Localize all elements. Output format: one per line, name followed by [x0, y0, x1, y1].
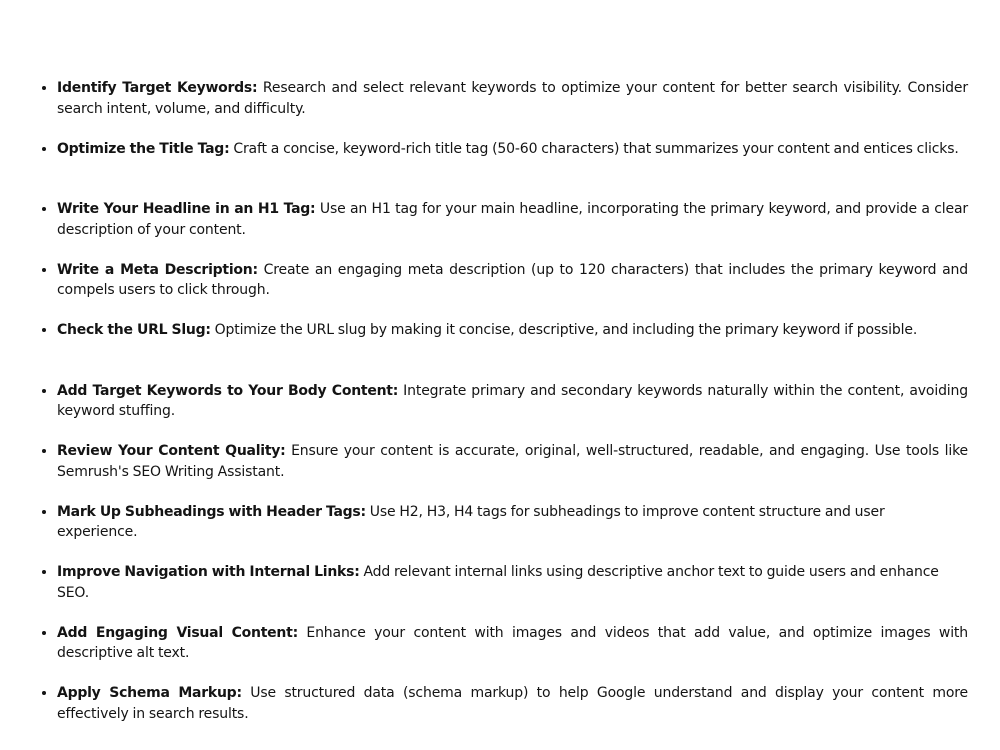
bullet-icon — [42, 510, 46, 514]
list-item — [40, 78, 968, 119]
item-body: Research and select relevant keywords to optimize your content for better search visibility. Consider search intent, volume, and difficulty. — [57, 80, 968, 117]
item-title: Mark Up Subheadings with Header Tags: — [57, 503, 366, 520]
item-body: Add relevant internal links using descriptive anchor text to guide users and enhance SEO. — [57, 564, 939, 601]
item-body: Craft a concise, keyword-rich title tag (50-60 characters) that summarizes your content and entices clicks. — [233, 140, 959, 157]
item-body: Create an engaging meta description (up to 120 characters) that includes the primary keyword and compels users to click through. — [57, 261, 969, 298]
bullet-icon — [42, 147, 46, 151]
item-body: Use H2, H3, H4 tags for subheadings to improve content structure and user experience. — [57, 503, 885, 540]
bullet-icon — [42, 449, 46, 453]
item-title: Write a Meta Description: — [57, 261, 258, 278]
item-body: Use an H1 tag for your main headline, incorporating the primary keyword, and provide a clear description of your content. — [57, 201, 968, 238]
item-title: Apply Schema Markup: — [57, 685, 242, 701]
list-item — [40, 683, 968, 724]
bullet-icon — [42, 631, 46, 635]
bullet-icon — [42, 691, 46, 695]
bullet-icon — [42, 207, 46, 211]
bullet-icon — [42, 389, 46, 393]
list-item — [40, 260, 968, 301]
seo-checklist — [40, 78, 968, 744]
item-title: Write Your Headline in an H1 Tag: — [57, 201, 316, 217]
list-item — [40, 199, 968, 240]
item-title: Improve Navigation with Internal Links: — [57, 564, 360, 580]
bullet-icon — [42, 570, 46, 574]
list-item — [40, 562, 968, 603]
item-body: Ensure your content is accurate, original, well-structured, readable, and engaging. Use tools like Semrush's SEO Writing Assistant. — [57, 443, 968, 480]
list-item — [40, 502, 968, 543]
bullet-icon — [42, 268, 46, 272]
item-body: Integrate primary and secondary keywords naturally within the content, avoiding keyword stuffing. — [57, 382, 968, 419]
item-title: Add Engaging Visual Content: — [57, 624, 298, 641]
list-item — [40, 441, 968, 482]
list-item — [40, 623, 968, 664]
item-title: Check the URL Slug: — [57, 322, 211, 338]
list-item — [40, 139, 968, 180]
list-item — [40, 381, 968, 422]
item-title: Review Your Content Quality: — [57, 443, 286, 459]
item-title: Add Target Keywords to Your Body Content: — [57, 382, 399, 399]
list-item — [40, 320, 968, 361]
item-body: Use structured data (schema markup) to help Google understand and display your content more effectively in search results. — [57, 685, 968, 722]
bullet-icon — [42, 86, 46, 90]
item-title: Optimize the Title Tag: — [57, 140, 230, 157]
bullet-icon — [42, 328, 46, 332]
item-body: Enhance your content with images and videos that add value, and optimize images with descriptive alt text. — [57, 624, 968, 661]
item-body: Optimize the URL slug by making it concise, descriptive, and including the primary keyword if possible. — [214, 322, 918, 338]
item-title: Identify Target Keywords: — [57, 80, 258, 96]
